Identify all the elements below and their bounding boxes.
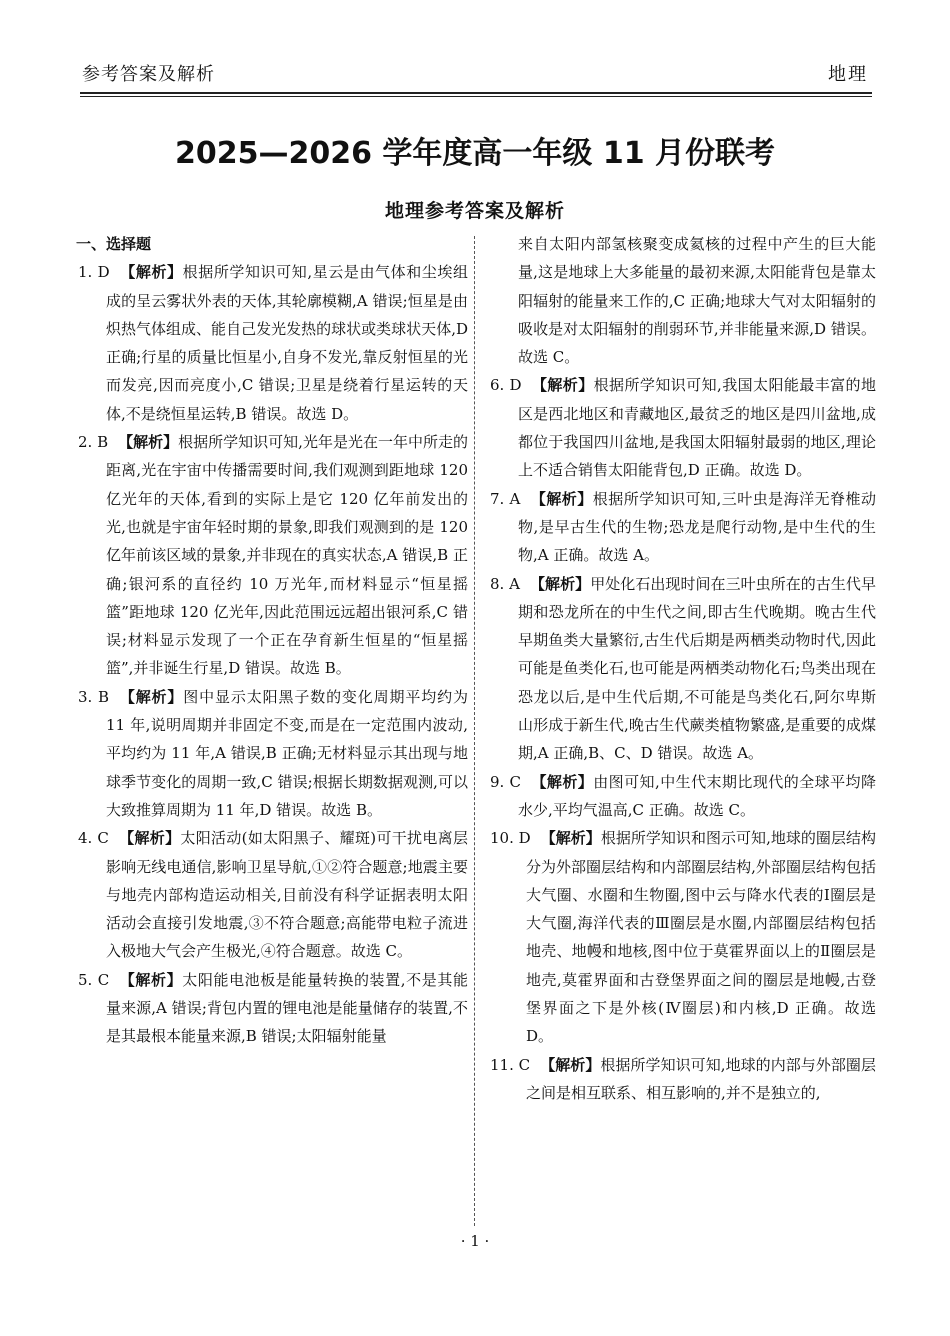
answer-item-10 [490, 824, 876, 1050]
page-number: · 1 · [460, 1232, 490, 1250]
answer-item-6 [490, 371, 876, 484]
answer-text: 根据所学知识和图示可知,地球的圈层结构分为外部圈层结构和内部圈层结构,外部圈层结构包括大气圈、水圈和生物圈,图中云与降水代表的Ⅰ圈层是大气圈,海洋代表的Ⅲ圈层是水圈,内部圈层结构包括地壳、地幔和地核,图中位于莫霍界面以上的Ⅱ圈层是地壳,莫霍界面和古登堡界面之间的圈层是地幔,古登堡界面之下是外核(Ⅳ圈层)和内核,D 正确。故选 D。 [526, 829, 876, 1046]
answer-number: 2. B [78, 433, 109, 452]
analysis-tag: 【解析】 [530, 489, 593, 508]
analysis-tag: 【解析】 [119, 970, 183, 989]
header-subject: 地理 [828, 64, 868, 85]
answer-item-5-continued [490, 230, 876, 371]
analysis-tag: 【解析】 [529, 574, 591, 593]
answer-item-7 [490, 485, 876, 570]
analysis-tag: 【解析】 [540, 1055, 601, 1074]
header-rule-thick [80, 92, 872, 94]
page-subtitle: 地理参考答案及解析 [384, 200, 565, 222]
answer-text: 图中显示太阳黑子数的变化周期平均约为 11 年,说明周期并非固定不变,而是在一定范围内波动,平均约为 11 年,A 错误,B 正确;无材料显示其出现与地球季节变化的周期一致,C 错误;根据长期数据观测,可以大致推算周期为 11 年,D 错误。故选 B。 [106, 687, 468, 819]
answer-item-3 [78, 683, 468, 824]
answer-number: 9. C [490, 772, 521, 791]
analysis-tag: 【解析】 [119, 263, 183, 282]
answer-number: 10. D [490, 829, 531, 848]
answer-item-2 [78, 428, 468, 683]
answer-item-1 [78, 258, 468, 428]
page-title: 2025—2026 学年度高一年级 11 月份联考 [174, 136, 776, 171]
left-column [76, 230, 468, 1051]
answer-text: 太阳活动(如太阳黑子、耀斑)可干扰电离层影响无线电通信,影响卫星导航,①②符合题意;地震主要与地壳内部构造运动相关,目前没有科学证据表明太阳活动会直接引发地震,③不符合题意;高能带电粒子流进入极地大气会产生极光,④符合题意。故选 C。 [106, 829, 468, 961]
answer-text-continued: 来自太阳内部氢核聚变成氦核的过程中产生的巨大能量,这是地球上大多能量的最初来源,太阳能背包是靠太阳辐射的能量来工作的,C 正确;地球大气对太阳辐射的吸收是对太阳辐射的削弱环节,并非能量来源,D 错误。故选 C。 [518, 235, 876, 367]
analysis-tag: 【解析】 [540, 829, 601, 848]
answer-text: 由图可知,中生代末期比现代的全球平均降水少,平均气温高,C 正确。故选 C。 [518, 772, 876, 819]
answer-item-5 [78, 966, 468, 1051]
column-divider [474, 236, 475, 1226]
answer-number: 7. A [490, 489, 521, 508]
answer-number: 6. D [490, 376, 522, 395]
analysis-tag: 【解析】 [118, 829, 181, 848]
answer-text: 根据所学知识可知,地球的内部与外部圈层之间是相互联系、相互影响的,并不是独立的, [526, 1055, 876, 1102]
answer-number: 4. C [78, 829, 109, 848]
answer-number: 11. C [490, 1055, 531, 1074]
answer-text: 根据所学知识可知,三叶虫是海洋无脊椎动物,是早古生代的生物;恐龙是爬行动物,是中生代的生物,A 正确。故选 A。 [518, 489, 876, 565]
answer-item-11 [490, 1051, 876, 1108]
header-left-title: 参考答案及解析 [82, 64, 215, 85]
answer-number: 1. D [78, 263, 110, 282]
answer-text: 根据所学知识可知,我国太阳能最丰富的地区是西北地区和青藏地区,最贫乏的地区是四川盆地,成都位于我国四川盆地,是我国太阳辐射最弱的地区,理论上不适合销售太阳能背包,D 正确。故选 D。 [518, 376, 876, 480]
right-column [488, 230, 876, 1107]
analysis-tag: 【解析】 [118, 687, 184, 706]
answer-number: 3. B [78, 687, 109, 706]
answer-text: 根据所学知识可知,光年是光在一年中所走的距离,光在宇宙中传播需要时间,我们观测到距地球 120 亿光年的天体,看到的实际上是它 120 亿年前发出的光,也就是宇宙年轻时期的景象,即我们观测到的是 120 亿年前该区域的景象,并非现在的真实状态,A 错误,B 正确;银河系的直径约 10 万光年,而材料显示“恒星摇篮”距地球 120 亿光年,因此范围远远超出银河系,C 错误;材料显示发现了一个正在孕育新生恒星的“恒星摇篮”,并非诞生行星,D 错误。故选 B。 [106, 433, 468, 678]
section-heading: 一、选择题 [76, 235, 152, 253]
answer-text: 太阳能电池板是能量转换的装置,不是其能量来源,A 错误;背包内置的锂电池是能量储存的装置,不是其最根本能量来源,B 错误;太阳辐射能量 [106, 970, 468, 1046]
answer-item-8 [490, 570, 876, 768]
answer-item-4 [78, 824, 468, 965]
answer-text: 根据所学知识可知,星云是由气体和尘埃组成的呈云雾状外表的天体,其轮廓模糊,A 错误;恒星是由炽热气体组成、能自己发光发热的球状或类球状天体,D 正确;行星的质量比恒星小,自身不发光,靠反射恒星的光而发亮,因而亮度小,C 错误;卫星是绕着行星运转的天体,不是绕恒星运转,B 错误。故选 D。 [106, 263, 468, 423]
analysis-tag: 【解析】 [531, 376, 594, 395]
answer-text: 甲处化石出现时间在三叶虫所在的古生代早期和恐龙所在的中生代之间,即古生代晚期。晚古生代早期鱼类大量繁衍,古生代后期是两栖类动物时代,因此可能是鱼类化石,也可能是两栖类动物化石;鸟类出现在恐龙以后,是中生代后期,不可能是鸟类化石,阿尔卑斯山形成于新生代,晚古生代蕨类植物繁盛,是重要的成煤期,A 正确,B、C、D 错误。故选 A。 [518, 574, 876, 763]
answer-number: 8. A [490, 574, 520, 593]
answer-number: 5. C [78, 970, 110, 989]
analysis-tag: 【解析】 [531, 772, 594, 791]
header-rule-thin [80, 96, 872, 97]
answer-item-9 [490, 768, 876, 825]
analysis-tag: 【解析】 [118, 433, 179, 452]
